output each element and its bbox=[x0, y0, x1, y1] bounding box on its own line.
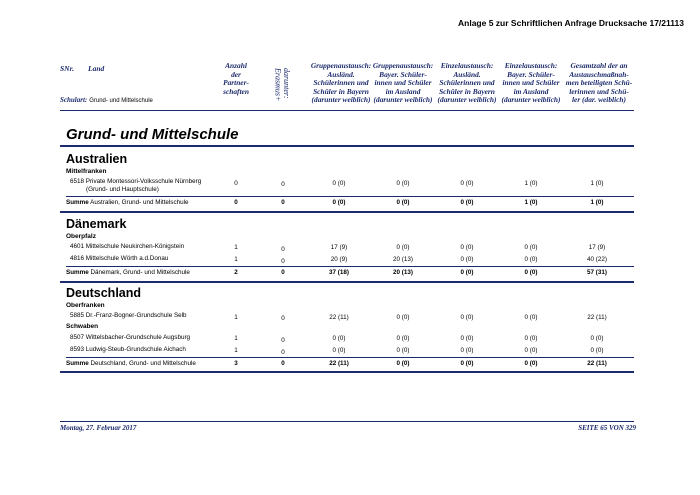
sum-einzel-im-ausland: 0 (0) bbox=[524, 360, 538, 367]
cell-gesamt: 17 (9) bbox=[588, 244, 606, 251]
sum-anzahl: 3 bbox=[234, 360, 238, 367]
cell-gesamt: 1 (0) bbox=[590, 180, 604, 187]
cell-gesamt: 22 (11) bbox=[587, 314, 607, 321]
school-name bbox=[70, 178, 201, 193]
country-divider bbox=[60, 211, 634, 213]
document-header-title: Anlage 5 zur Schriftlichen Anfrage Drucksache 17/21113 bbox=[458, 18, 684, 28]
column-header-line: im Ausland bbox=[385, 86, 421, 96]
cell-einzel-im-ausland: 1 (0) bbox=[524, 180, 538, 187]
column-header-line: lerinnen und Schü- bbox=[569, 86, 629, 96]
cell-einzel-in-bayern: 0 (0) bbox=[460, 347, 474, 354]
school-name: 4601 Mittelschule Neukirchen-Königstein bbox=[70, 243, 185, 250]
cell-gruppen-im-ausland: 0 (0) bbox=[396, 314, 410, 321]
sum-einzel-im-ausland: 0 (0) bbox=[524, 269, 538, 276]
column-header-gruppen-ausland-in-bayern bbox=[308, 62, 374, 105]
cell-einzel-im-ausland: 0 (0) bbox=[524, 314, 538, 321]
column-header-erasmus bbox=[273, 68, 290, 101]
school-name: 4816 Mittelschule Wörth a.d.Donau bbox=[70, 255, 169, 262]
column-header-line: Gruppenaustausch: bbox=[310, 61, 372, 70]
cell-erasmus: 0 bbox=[281, 315, 285, 322]
cell-gruppen-im-ausland: 0 (0) bbox=[396, 347, 410, 354]
cell-gruppen-in-bayern: 0 (0) bbox=[332, 180, 346, 187]
column-header-line: (darunter weiblich) bbox=[373, 95, 433, 105]
country-divider bbox=[60, 371, 634, 373]
sum-gruppen-in-bayern: 37 (18) bbox=[329, 269, 349, 276]
column-header-erasmus-line: darunter: bbox=[282, 68, 291, 99]
sum-label bbox=[66, 199, 189, 206]
school-name: 5885 Dr.-Franz-Bogner-Grundschule Selb bbox=[70, 312, 187, 319]
school-name: 8507 Wittelsbacher-Grundschule Augsburg bbox=[70, 334, 191, 341]
cell-anzahl: 1 bbox=[234, 335, 238, 342]
region-heading: Schwaben bbox=[66, 323, 99, 330]
row-divider bbox=[66, 266, 634, 267]
cell-gruppen-in-bayern: 17 (9) bbox=[330, 244, 348, 251]
cell-einzel-im-ausland: 0 (0) bbox=[524, 244, 538, 251]
section-title: Grund- und Mittelschule bbox=[66, 126, 239, 143]
column-header-line: Bayer. Schüler- bbox=[507, 69, 555, 79]
cell-gruppen-im-ausland: 0 (0) bbox=[396, 335, 410, 342]
country-heading: Deutschland bbox=[66, 286, 142, 300]
column-header-line: Einzelaustausch: bbox=[440, 61, 494, 70]
region-heading: Oberfranken bbox=[66, 302, 105, 309]
cell-einzel-im-ausland: 0 (0) bbox=[524, 347, 538, 354]
region-heading: Oberpfalz bbox=[66, 233, 96, 240]
schulart-value: Grund- und Mittelschule bbox=[89, 98, 153, 104]
sum-einzel-in-bayern: 0 (0) bbox=[460, 199, 474, 206]
cell-gruppen-in-bayern: 20 (9) bbox=[330, 256, 348, 263]
column-header-line: innen und Schüler bbox=[502, 78, 560, 88]
column-header-line: (darunter weiblich) bbox=[501, 95, 561, 105]
sum-anzahl: 0 bbox=[234, 199, 238, 206]
column-header-erasmus-line: Erasmus+ bbox=[273, 68, 283, 102]
sum-keyword: Summe bbox=[66, 269, 89, 276]
cell-gruppen-im-ausland: 0 (0) bbox=[396, 180, 410, 187]
column-header-line: (darunter weiblich) bbox=[311, 95, 371, 105]
column-header-line: Gruppenaustausch: bbox=[372, 61, 434, 70]
column-header-line: innen und Schüler bbox=[374, 78, 432, 88]
column-header-land: Land bbox=[88, 64, 105, 73]
cell-gruppen-in-bayern: 22 (11) bbox=[329, 314, 349, 321]
sum-einzel-im-ausland: 1 (0) bbox=[524, 199, 538, 206]
sum-name: Deutschland, Grund- und Mittelschule bbox=[90, 360, 196, 367]
cell-gruppen-im-ausland: 0 (0) bbox=[396, 244, 410, 251]
column-header-line: Gesamtzahl der an bbox=[570, 61, 628, 70]
cell-einzel-in-bayern: 0 (0) bbox=[460, 244, 474, 251]
table-row bbox=[0, 178, 700, 192]
sum-erasmus: 0 bbox=[281, 360, 285, 367]
region-heading: Mittelfranken bbox=[66, 168, 107, 175]
footer-page-number: SEITE 65 VON 329 bbox=[578, 424, 636, 432]
sum-einzel-in-bayern: 0 (0) bbox=[460, 360, 474, 367]
cell-erasmus: 0 bbox=[281, 337, 285, 344]
column-header-line: men beteiligten Schü- bbox=[565, 78, 633, 88]
header-divider bbox=[60, 110, 634, 111]
sum-gruppen-in-bayern: 22 (11) bbox=[329, 360, 349, 367]
column-header-line: Schülerinnen und bbox=[313, 78, 369, 88]
column-header-anzahl-line: Partner- bbox=[223, 78, 249, 88]
column-header-line: Einzelaustausch: bbox=[504, 61, 558, 70]
cell-anzahl: 1 bbox=[234, 314, 238, 321]
sum-gruppen-im-ausland: 0 (0) bbox=[396, 360, 410, 367]
cell-einzel-in-bayern: 0 (0) bbox=[460, 314, 474, 321]
school-name-line: (Grund- und Hauptschule) bbox=[86, 185, 159, 193]
sum-name: Dänemark, Grund- und Mittelschule bbox=[90, 269, 190, 276]
column-header-anzahl bbox=[216, 62, 256, 96]
schulart-label bbox=[60, 96, 153, 104]
row-divider bbox=[66, 357, 634, 358]
sum-anzahl: 2 bbox=[234, 269, 238, 276]
sum-gesamt: 22 (11) bbox=[587, 360, 607, 367]
column-header-snr: SNr. bbox=[60, 64, 74, 73]
column-header-gesamtzahl bbox=[565, 62, 633, 105]
column-header-line: Schüler in Bayern bbox=[439, 86, 495, 96]
column-header-gruppen-bayer-im-ausland bbox=[372, 62, 434, 105]
sum-label bbox=[66, 269, 190, 276]
sum-erasmus: 0 bbox=[281, 199, 285, 206]
schulart-key: Schulart: bbox=[60, 96, 88, 104]
cell-anzahl: 1 bbox=[234, 244, 238, 251]
row-divider bbox=[66, 196, 634, 197]
cell-anzahl: 1 bbox=[234, 347, 238, 354]
column-header-anzahl-line: Anzahl bbox=[225, 61, 247, 70]
sum-gruppen-im-ausland: 20 (13) bbox=[393, 269, 413, 276]
table-row bbox=[0, 312, 700, 326]
country-heading: Australien bbox=[66, 152, 128, 166]
column-header-line: Schülerinnen und bbox=[439, 78, 495, 88]
cell-einzel-in-bayern: 0 (0) bbox=[460, 335, 474, 342]
footer-date: Montag, 27. Februar 2017 bbox=[60, 424, 137, 432]
cell-einzel-im-ausland: 0 (0) bbox=[524, 335, 538, 342]
cell-einzel-in-bayern: 0 (0) bbox=[460, 256, 474, 263]
sum-gruppen-in-bayern: 0 (0) bbox=[332, 199, 346, 206]
column-header-line: im Ausland bbox=[513, 86, 549, 96]
column-header-line: Ausländ. bbox=[327, 69, 355, 79]
column-header-anzahl-line: der bbox=[231, 69, 241, 79]
cell-einzel-in-bayern: 0 (0) bbox=[460, 180, 474, 187]
cell-erasmus: 0 bbox=[281, 181, 285, 188]
column-header-einzel-bayer-im-ausland bbox=[500, 62, 562, 105]
column-header-line: ler (dar. weiblich) bbox=[572, 95, 626, 105]
column-header-line: Schüler in Bayern bbox=[313, 86, 369, 96]
column-header-line: Bayer. Schüler- bbox=[379, 69, 427, 79]
sum-einzel-in-bayern: 0 (0) bbox=[460, 269, 474, 276]
column-header-line: Austauschmaßnah- bbox=[569, 69, 629, 79]
footer-divider bbox=[60, 421, 634, 422]
cell-gruppen-im-ausland: 20 (13) bbox=[393, 256, 413, 263]
cell-gruppen-in-bayern: 0 (0) bbox=[332, 335, 346, 342]
sum-gesamt: 57 (31) bbox=[587, 269, 607, 276]
sum-keyword: Summe bbox=[66, 199, 89, 206]
school-name-line: 6518 Private Montessori-Volksschule Nürnberg bbox=[70, 178, 202, 185]
cell-gesamt: 0 (0) bbox=[590, 335, 604, 342]
sum-name: Australien, Grund- und Mittelschule bbox=[90, 199, 189, 206]
column-header-line: (darunter weiblich) bbox=[437, 95, 497, 105]
sum-keyword: Summe bbox=[66, 360, 89, 367]
sum-erasmus: 0 bbox=[281, 269, 285, 276]
sum-gruppen-im-ausland: 0 (0) bbox=[396, 199, 410, 206]
school-name: 8593 Ludwig-Steub-Grundschule Aichach bbox=[70, 346, 186, 353]
cell-erasmus: 0 bbox=[281, 258, 285, 265]
sum-gesamt: 1 (0) bbox=[590, 199, 604, 206]
cell-gruppen-in-bayern: 0 (0) bbox=[332, 347, 346, 354]
column-header-anzahl-line: schaften bbox=[223, 86, 249, 96]
cell-gesamt: 0 (0) bbox=[590, 347, 604, 354]
country-heading: Dänemark bbox=[66, 217, 127, 231]
cell-anzahl: 0 bbox=[234, 180, 238, 187]
cell-erasmus: 0 bbox=[281, 349, 285, 356]
cell-gesamt: 40 (22) bbox=[587, 256, 607, 263]
section-divider bbox=[60, 145, 634, 147]
column-header-line: Ausländ. bbox=[453, 69, 481, 79]
column-header-einzel-ausland-in-bayern bbox=[436, 62, 498, 105]
country-divider bbox=[60, 281, 634, 283]
cell-einzel-im-ausland: 0 (0) bbox=[524, 256, 538, 263]
sum-label bbox=[66, 360, 196, 367]
cell-erasmus: 0 bbox=[281, 246, 285, 253]
cell-anzahl: 1 bbox=[234, 256, 238, 263]
